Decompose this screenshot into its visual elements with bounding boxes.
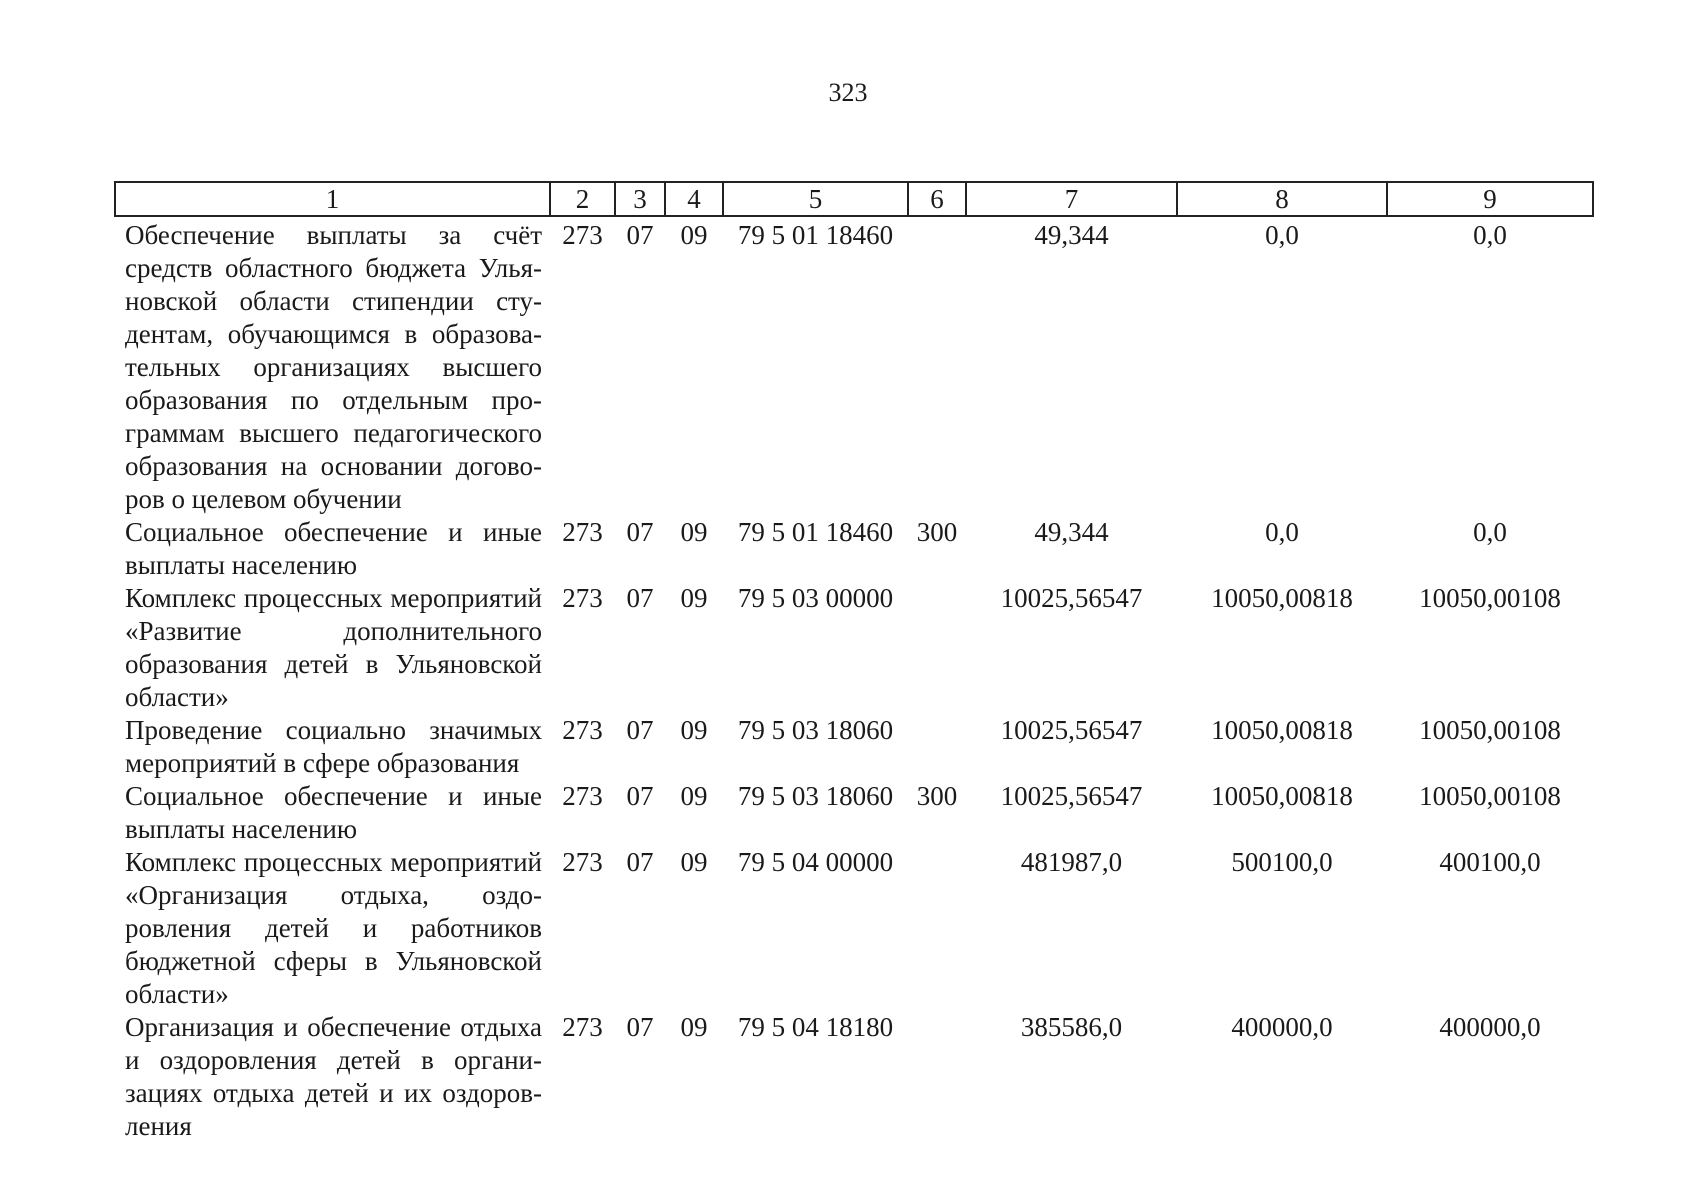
subsection-code: 09 [680, 847, 708, 877]
section-code: 07 [626, 583, 654, 613]
expense-type [908, 582, 966, 714]
amount-col9: 10050,00108 [1419, 583, 1561, 613]
section-code: 07 [626, 781, 654, 811]
target-article: 79 5 03 18060 [737, 781, 894, 811]
subsection-code: 09 [680, 715, 708, 745]
section-code: 07 [626, 517, 654, 547]
target-article: 79 5 04 18180 [737, 1012, 894, 1042]
table-row [115, 582, 1593, 714]
amount-col7: 10025,56547 [1000, 583, 1143, 613]
section-code: 07 [626, 715, 654, 745]
table-row [115, 846, 1593, 1011]
row-name: Комплекс процессных мероприятий «Организация отдыха, оздоровления детей и работников бюджетной сферы в Ульяновской области» [125, 847, 542, 1009]
subsection-code: 09 [680, 1012, 708, 1042]
column-header: 7 [966, 182, 1177, 216]
page-number: 323 [828, 78, 868, 107]
column-header: 4 [665, 182, 723, 216]
amount-col9: 0,0 [1473, 517, 1507, 547]
expense-type [908, 846, 966, 1011]
amount-col7: 49,344 [1034, 220, 1109, 250]
subsection-code: 09 [680, 220, 708, 250]
column-header: 9 [1387, 182, 1593, 216]
amount-col7: 10025,56547 [1000, 715, 1143, 745]
expense-type [908, 714, 966, 780]
table-row [115, 780, 1593, 846]
column-header: 5 [723, 182, 908, 216]
section-code: 07 [626, 220, 654, 250]
amount-col7: 49,344 [1034, 517, 1109, 547]
ministry-code: 273 [562, 847, 603, 877]
column-header: 2 [550, 182, 615, 216]
amount-col8: 500100,0 [1231, 847, 1333, 877]
amount-col9: 10050,00108 [1419, 715, 1561, 745]
amount-col9: 0,0 [1473, 220, 1507, 250]
amount-col8: 400000,0 [1231, 1012, 1333, 1042]
row-name: Проведение социально значимых мероприятий в сфере образования [125, 715, 542, 778]
column-header: 6 [908, 182, 966, 216]
target-article: 79 5 04 00000 [737, 847, 894, 877]
ministry-code: 273 [562, 715, 603, 745]
row-name: Социальное обеспечение и иные выплаты населению [125, 517, 542, 580]
subsection-code: 09 [680, 781, 708, 811]
target-article: 79 5 01 18460 [737, 220, 894, 250]
amount-col9: 400000,0 [1439, 1012, 1541, 1042]
expense-type: 300 [916, 517, 958, 547]
amount-col9: 400100,0 [1439, 847, 1541, 877]
amount-col7: 10025,56547 [1000, 781, 1143, 811]
row-name: Обеспечение выплаты за счёт средств областного бюджета Ульяновской области стипендии студентам, обучающимся в образовательных организациях высшего образования по отдельным программам высшего педагогического образования на основании договоров о целевом обучении [125, 220, 542, 514]
ministry-code: 273 [562, 583, 603, 613]
target-article: 79 5 03 18060 [737, 715, 894, 745]
target-article: 79 5 03 00000 [737, 583, 894, 613]
column-header: 8 [1177, 182, 1387, 216]
amount-col8: 10050,00818 [1211, 715, 1353, 745]
subsection-code: 09 [680, 517, 708, 547]
expense-type [908, 1011, 966, 1143]
row-name: Комплекс процессных мероприятий «Развитие дополнительного образования детей в Ульяновской области» [125, 583, 542, 712]
ministry-code: 273 [562, 517, 603, 547]
column-header: 3 [615, 182, 665, 216]
expense-type: 300 [916, 781, 958, 811]
ministry-code: 273 [562, 1012, 603, 1042]
amount-col8: 0,0 [1265, 517, 1299, 547]
subsection-code: 09 [680, 583, 708, 613]
ministry-code: 273 [562, 220, 603, 250]
column-header: 1 [115, 182, 550, 216]
table-row [115, 714, 1593, 780]
row-name: Социальное обеспечение и иные выплаты населению [125, 781, 542, 844]
ministry-code: 273 [562, 781, 603, 811]
section-code: 07 [626, 1012, 654, 1042]
amount-col8: 0,0 [1265, 220, 1299, 250]
section-code: 07 [626, 847, 654, 877]
amount-col9: 10050,00108 [1419, 781, 1561, 811]
amount-col7: 481987,0 [1020, 847, 1123, 877]
header-row [115, 182, 1593, 216]
table-row [115, 516, 1593, 582]
amount-col8: 10050,00818 [1211, 781, 1353, 811]
table-row [115, 1011, 1593, 1143]
row-name: Организация и обеспечение отдыха и оздоровления детей в организациях отдыха детей и их оздоровления [125, 1012, 542, 1141]
amount-col8: 10050,00818 [1211, 583, 1353, 613]
budget-table [114, 181, 1594, 1143]
expense-type [908, 216, 966, 516]
target-article: 79 5 01 18460 [737, 517, 894, 547]
amount-col7: 385586,0 [1020, 1012, 1123, 1042]
table-row [115, 216, 1593, 516]
